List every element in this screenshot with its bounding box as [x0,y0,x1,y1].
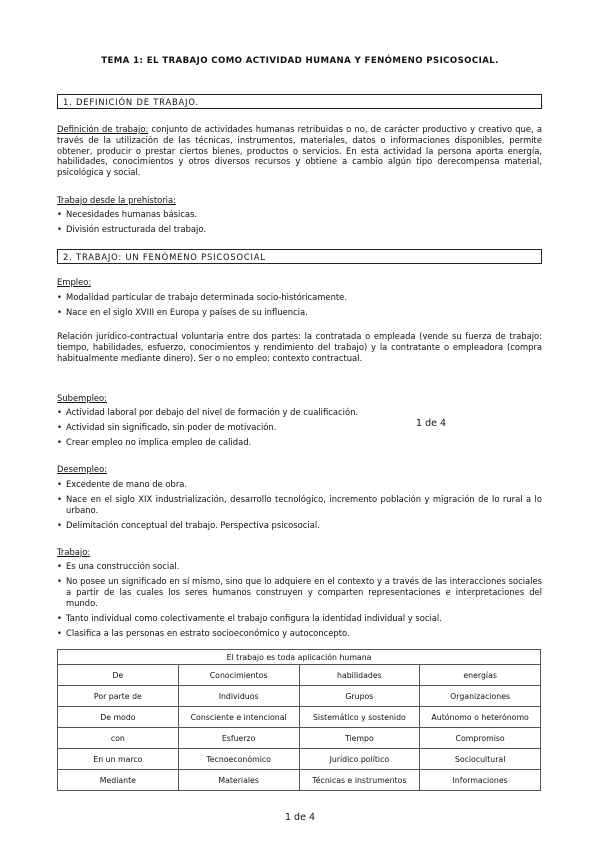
table-cell: Técnicas e instrumentos [299,770,420,791]
table-cell: con [58,728,179,749]
trabajo-list [57,561,542,643]
table-cell: De modo [58,707,179,728]
desempleo-list [57,479,542,535]
table-cell: Sociocultural [420,749,541,770]
table-cell: De [58,665,179,686]
section-2-heading: 2. TRABAJO: UN FENÓMENO PSICOSOCIAL [57,249,542,264]
prehistory-list [57,209,542,239]
desempleo-label: Desempleo: [57,464,108,474]
page-footer: 1 de 4 [284,812,315,823]
table-cell: Grupos [299,686,420,707]
table-cell: Por parte de [58,686,179,707]
prehistory-label: Trabajo desde la prehistoria: [57,195,176,205]
definition-label: Definición de trabajo: [57,124,149,134]
table-cell: Sistemático y sostenido [299,707,420,728]
list-item: • Nace en el siglo XIX industrialización, desarrollo tecnológico, incremento población y migración de lo rural a lo urbano. [57,494,542,516]
table-header-cell: El trabajo es toda aplicación humana [58,650,541,665]
page-number-inline: 1 de 4 [416,418,447,429]
list-item: • División estructurada del trabajo. [57,224,542,235]
table-cell: Jurídico político [299,749,420,770]
empleo-label: Empleo: [57,277,92,287]
list-item: • Actividad laboral por debajo del nivel de formación y de cualificación. [57,407,407,418]
work-application-table [57,649,541,791]
section-1-heading: 1. DEFINICIÓN DE TRABAJO. [57,94,542,109]
table-row [58,686,541,707]
table-cell: Autónomo o heterónomo [420,707,541,728]
table-cell: Informaciones [420,770,541,791]
table-cell: Individuos [178,686,299,707]
table-cell: Materiales [178,770,299,791]
list-item: • Tanto individual como colectivamente el trabajo configura la identidad individual y social. [57,613,542,624]
list-item: • Crear empleo no implica empleo de calidad. [57,437,407,448]
table-row [58,770,541,791]
table-cell: Mediante [58,770,179,791]
table-header-row [58,650,541,665]
subempleo-list [57,407,407,452]
list-item: • Modalidad particular de trabajo determinada socio-históricamente. [57,292,542,303]
table-row [58,665,541,686]
list-item: • Delimitación conceptual del trabajo. Perspectiva psicosocial. [57,520,542,531]
list-item: • Necesidades humanas básicas. [57,209,542,220]
document-title: TEMA 1: EL TRABAJO COMO ACTIVIDAD HUMANA Y FENÓMENO PSICOSOCIAL. [101,56,499,66]
table-cell: En un marco [58,749,179,770]
table-cell: Consciente e intencional [178,707,299,728]
list-item: • Actividad sin significado, sin poder de motivación. [57,422,407,433]
table-cell: Conocimientos [178,665,299,686]
list-item: • No posee un significado en sí mismo, sino que lo adquiere en el contexto y a través de las interacciones sociales a partir de las cuales los seres humanos construyen y comparten representaciones e interpretaciones del mundo. [57,576,542,608]
table-cell: energías [420,665,541,686]
trabajo-label: Trabajo: [57,547,91,557]
list-item: • Excedente de mano de obra. [57,479,542,490]
list-item: • Clasifica a las personas en estrato socioeconómico y autoconcepto. [57,628,542,639]
relacion-paragraph: Relación jurídico-contractual voluntaria entre dos partes: la contratada o empleada (vende su fuerza de trabajo: tiempo, habilidades, esfuerzo, conocimientos y rendimiento del trabajo) y la contratante o empleadora (compra habitualmente mediante dinero). Ser o no empleo: contexto contractual. [57,331,542,363]
definition-text: conjunto de actividades humanas retribuidas o no, de carácter productivo y creativo que, a través de la utilización de las técnicas, instrumentos, materiales, datos o informaciones disponibles, permite obtener, producir o prestar ciertos bienes, productos o servicios. En esta actividad la persona aporta energía, habilidades, conocimientos y otros diversos recursos y obtiene a cambio algún tipo derecompensa material, psicológica y social. [57,124,542,178]
table-row [58,707,541,728]
empleo-list [57,292,542,322]
table-row [58,749,541,770]
table-cell: Tiempo [299,728,420,749]
table-cell: Compromiso [420,728,541,749]
definition-paragraph [57,124,542,178]
list-item: • Es una construcción social. [57,561,542,572]
table-cell: Tecnoeconómico [178,749,299,770]
table-cell: Organizaciones [420,686,541,707]
table-cell: habilidades [299,665,420,686]
subempleo-label: Subempleo: [57,393,107,403]
table-row [58,728,541,749]
table-cell: Esfuerzo [178,728,299,749]
list-item: • Nace en el siglo XVIII en Europa y países de su influencia. [57,307,542,318]
